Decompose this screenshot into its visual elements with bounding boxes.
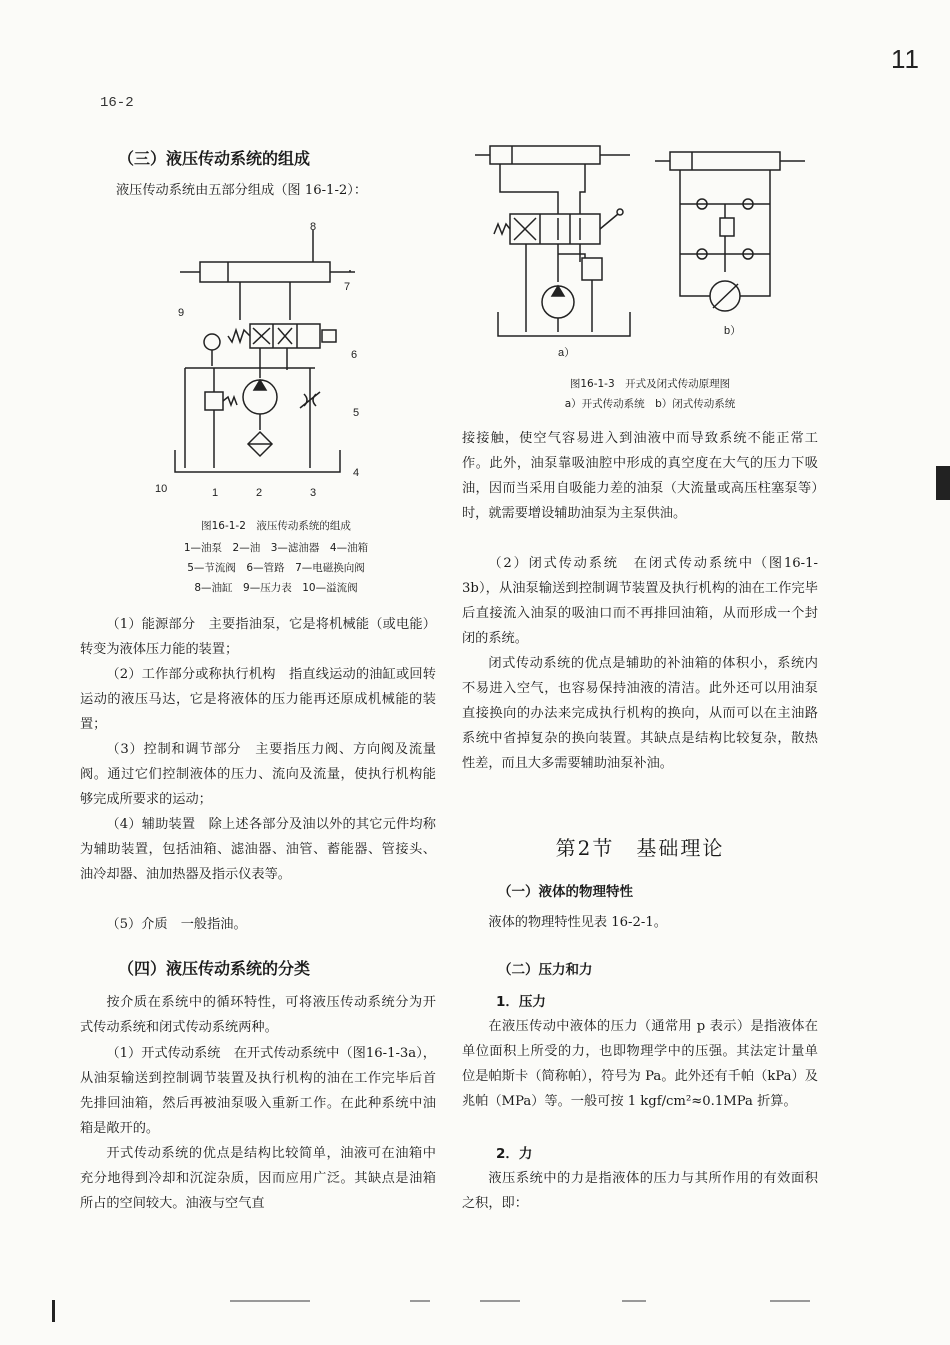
subheading-physical: （一）液体的物理特性 [498,884,633,900]
scan-mark [410,1300,430,1302]
scan-mark [230,1300,310,1302]
heading-classification: （四）液压传动系统的分类 [118,959,311,978]
para-closed-system: （2）闭式传动系统 在闭式传动系统中（图16-1-3b），从油泵输送到控制调节装置及执行机构的油在工作完毕后直接流入油泵的吸油口而不再排回油箱，从而形成一个封闭的系统。 [462,556,818,646]
fig3-caption-title: 图16-1-3 开式及闭式传动原理图 [569,378,731,390]
subheading-force: 2．力 [496,1146,533,1162]
fig2-caption-line2: 5—节流阀 6—管路 7—电磁换向阀 [187,562,365,574]
para-medium: （5）介质 一般指油。 [106,917,247,932]
subheading-pressure: 1．压力 [496,994,546,1010]
fig3-caption-sub: a）开式传动系统 b）闭式传动系统 [564,398,736,410]
fig3-label-b: b） [724,325,742,337]
fig2-label-10: 10 [155,483,168,495]
para-closed-advantages: 闭式传动系统的优点是辅助的补油箱的体积小，系统内不易进入空气，也容易保持油液的清洁。此外还可以用油泵直接换向的办法来完成执行机构的换向，从而可以在主油路系统中省掉复杂的换向装置。其缺点是结构比较复杂，散热性差，而且大多需要辅助油泵补油。 [462,656,818,771]
para-physical: 液体的物理特性见表 16-2-1。 [488,915,667,930]
para-force: 液压系统中的力是指液体的压力与其所作用的有效面积之积，即： [462,1171,818,1211]
fig2-label-6: 6 [351,349,358,361]
fig2-caption-title: 图16-1-2 液压传动系统的组成 [201,520,351,532]
para-auxiliary: （4）辅助装置 除上述各部分及油以外的其它元件均称为辅助装置，包括油箱、滤油器、油管、蓄能器、管接头、油冷却器、油加热器及指示仪表等。 [80,817,436,882]
thumb-tab [936,466,950,500]
para-classification: 按介质在系统中的循环特性，可将液压传动系统分为开式传动系统和闭式传动系统两种。 [80,995,436,1035]
fig2-label-8: 8 [310,221,317,233]
scan-mark [52,1300,55,1322]
para-control: （3）控制和调节部分 主要指压力阀、方向阀及流量阀。通过它们控制液体的压力、流向及流量，使执行机构能够完成所要求的运动； [80,742,436,807]
running-header: 16-2 [100,95,134,111]
figure-16-1-2-diagram [150,220,380,510]
fig2-label-3: 3 [310,487,317,499]
para-open-drawbacks: 接接触，使空气容易进入到油液中而导致系统不能正常工作。此外，油泵靠吸油腔中形成的真空度在大气的压力下吸油，因而当采用自吸能力差的油泵（大流量或高压柱塞泵等）时，就需要增设辅助油泵为主泵供油。 [462,431,818,521]
para-energy: （1）能源部分 主要指油泵，它是将机械能（或电能）转变为液体压力能的装置； [80,617,436,657]
fig2-label-9: 9 [178,307,185,319]
section-title: 第2节 基础理论 [555,836,725,860]
scan-mark [770,1300,810,1302]
fig2-label-4: 4 [353,467,360,479]
fig2-label-5: 5 [353,407,360,419]
fig2-label-2: 2 [256,487,263,499]
para-open-advantages: 开式传动系统的优点是结构比较简单，油液可在油箱中充分地得到冷却和沉淀杂质，因而应用广泛。其缺点是油箱所占的空间较大。油液与空气直 [80,1146,436,1211]
fig2-caption-line1: 1—油泵 2—油 3—滤油器 4—油箱 [183,542,369,554]
fig3-label-a: a） [558,347,576,359]
scan-mark [622,1300,646,1302]
intro-text: 液压传动系统由五部分组成（图 16-1-2）： [116,183,368,198]
page-number: 11 [891,44,920,74]
fig2-label-1: 1 [212,487,219,499]
heading-composition: （三）液压传动系统的组成 [118,149,311,168]
subheading-pressure-force: （二）压力和力 [498,962,593,978]
para-open-system: （1）开式传动系统 在开式传动系统中（图16-1-3a），从油泵输送到控制调节装置及执行机构的油在工作完毕后首先排回油箱，然后再被油泵吸入重新工作。在此种系统中油箱是敞开的。 [80,1046,436,1136]
fig2-caption-line3: 8—油缸 9—压力表 10—溢流阀 [194,582,358,594]
figure-16-1-3-diagram [470,132,820,372]
fig2-label-7: 7 [344,281,351,293]
scan-mark [480,1300,520,1302]
para-working: （2）工作部分或称执行机构 指直线运动的油缸或回转运动的液压马达，它是将液体的压力能再还原成机械能的装置； [80,667,436,732]
para-pressure: 在液压传动中液体的压力（通常用 p 表示）是指液体在单位面积上所受的力，也即物理学中的压强。其法定计量单位是帕斯卡（简称帕），符号为 Pa。此外还有千帕（kPa）及兆帕（MPa）等。一般可按 1 kgf/cm²≈0.1MPa 折算。 [462,1019,818,1109]
